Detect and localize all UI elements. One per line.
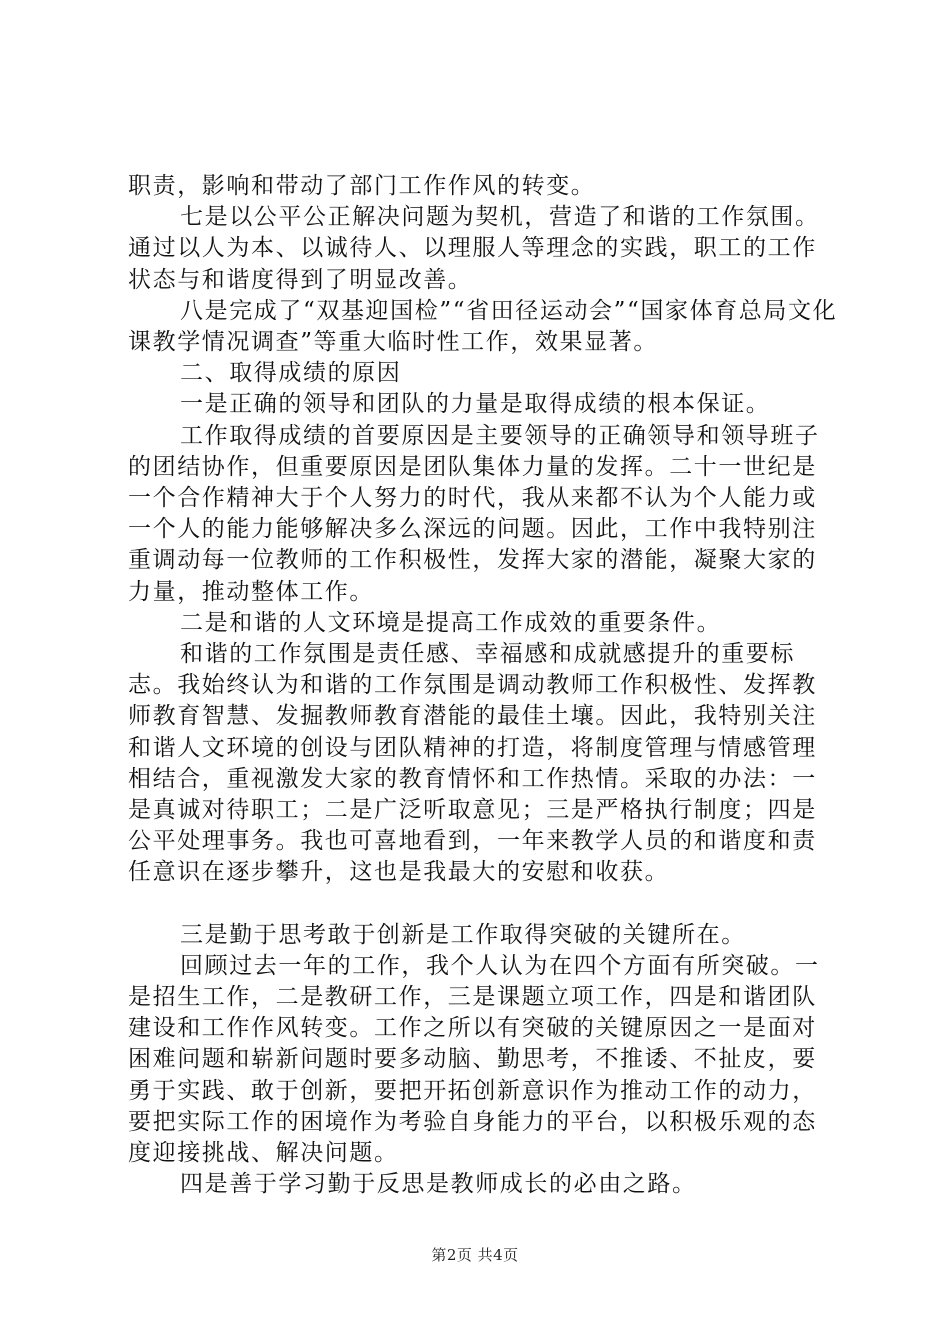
paragraph: 职责，影响和带动了部门工作作风的转变。 <box>128 173 596 199</box>
paragraph: 四是善于学习勤于反思是教师成长的必由之路。 <box>180 1171 697 1198</box>
paragraph: 回顾过去一年的工作，我个人认为在四个方面有所突破。一是招生工作，二是教研工作，三是课题立项工作，四是和谐团队建设和工作作风转变。工作之所以有突破的关键原因之一是面对困难问题和崭新问题时要多动脑、勤思考，不推诿、不扯皮，要勇于实践、敢于创新，要把开拓创新意识作为推动工作的动力，要把实际工作的困境作为考验自身能力的平台，以积极乐观的态度迎接挑战、解决问题。 <box>128 952 820 1167</box>
paragraph: 一是正确的领导和团队的力量是取得成绩的根本保证。 <box>180 391 771 418</box>
document-body <box>128 171 840 1201</box>
paragraph: 八是完成了“双基迎国检”“省田径运动会”“国家体育总局文化课教学情况调查”等重大临时性工作，效果显著。 <box>128 297 838 356</box>
paragraph: 和谐的工作氛围是责任感、幸福感和成就感提升的重要标志。我始终认为和谐的工作氛围是调动教师工作积极性、发挥教师教育智慧、发掘教师教育潜能的最佳土壤。因此，我特别关注和谐人文环境的创设与团队精神的打造，将制度管理与情感管理相结合，重视激发大家的教育情怀和工作热情。采取的办法：一是真诚对待职工；二是广泛听取意见；三是严格执行制度；四是公平处理事务。我也可喜地看到，一年来教学人员的和谐度和责任意识在逐步攀升，这也是我最大的安慰和收获。 <box>128 641 817 886</box>
paragraph-spacer <box>128 889 840 920</box>
section-heading: 二、取得成绩的原因 <box>180 360 402 387</box>
paragraph: 七是以公平公正解决问题为契机，营造了和谐的工作氛围。通过以人为本、以诚待人、以理服人等理念的实践，职工的工作状态与和谐度得到了明显改善。 <box>128 204 820 293</box>
page-number-footer: 第2页 共4页 <box>431 1246 519 1264</box>
paragraph: 二是和谐的人文环境是提高工作成效的重要条件。 <box>180 609 722 636</box>
paragraph: 工作取得成绩的首要原因是主要领导的正确领导和领导班子的团结协作，但重要原因是团队集体力量的发挥。二十一世纪是一个合作精神大于个人努力的时代，我从来都不认为个人能力或一个人的能力能够解决多么深远的问题。因此，工作中我特别注重调动每一位教师的工作积极性，发挥大家的潜能，凝聚大家的力量，推动整体工作。 <box>128 422 820 605</box>
paragraph: 三是勤于思考敢于创新是工作取得突破的关键所在。 <box>180 921 746 948</box>
